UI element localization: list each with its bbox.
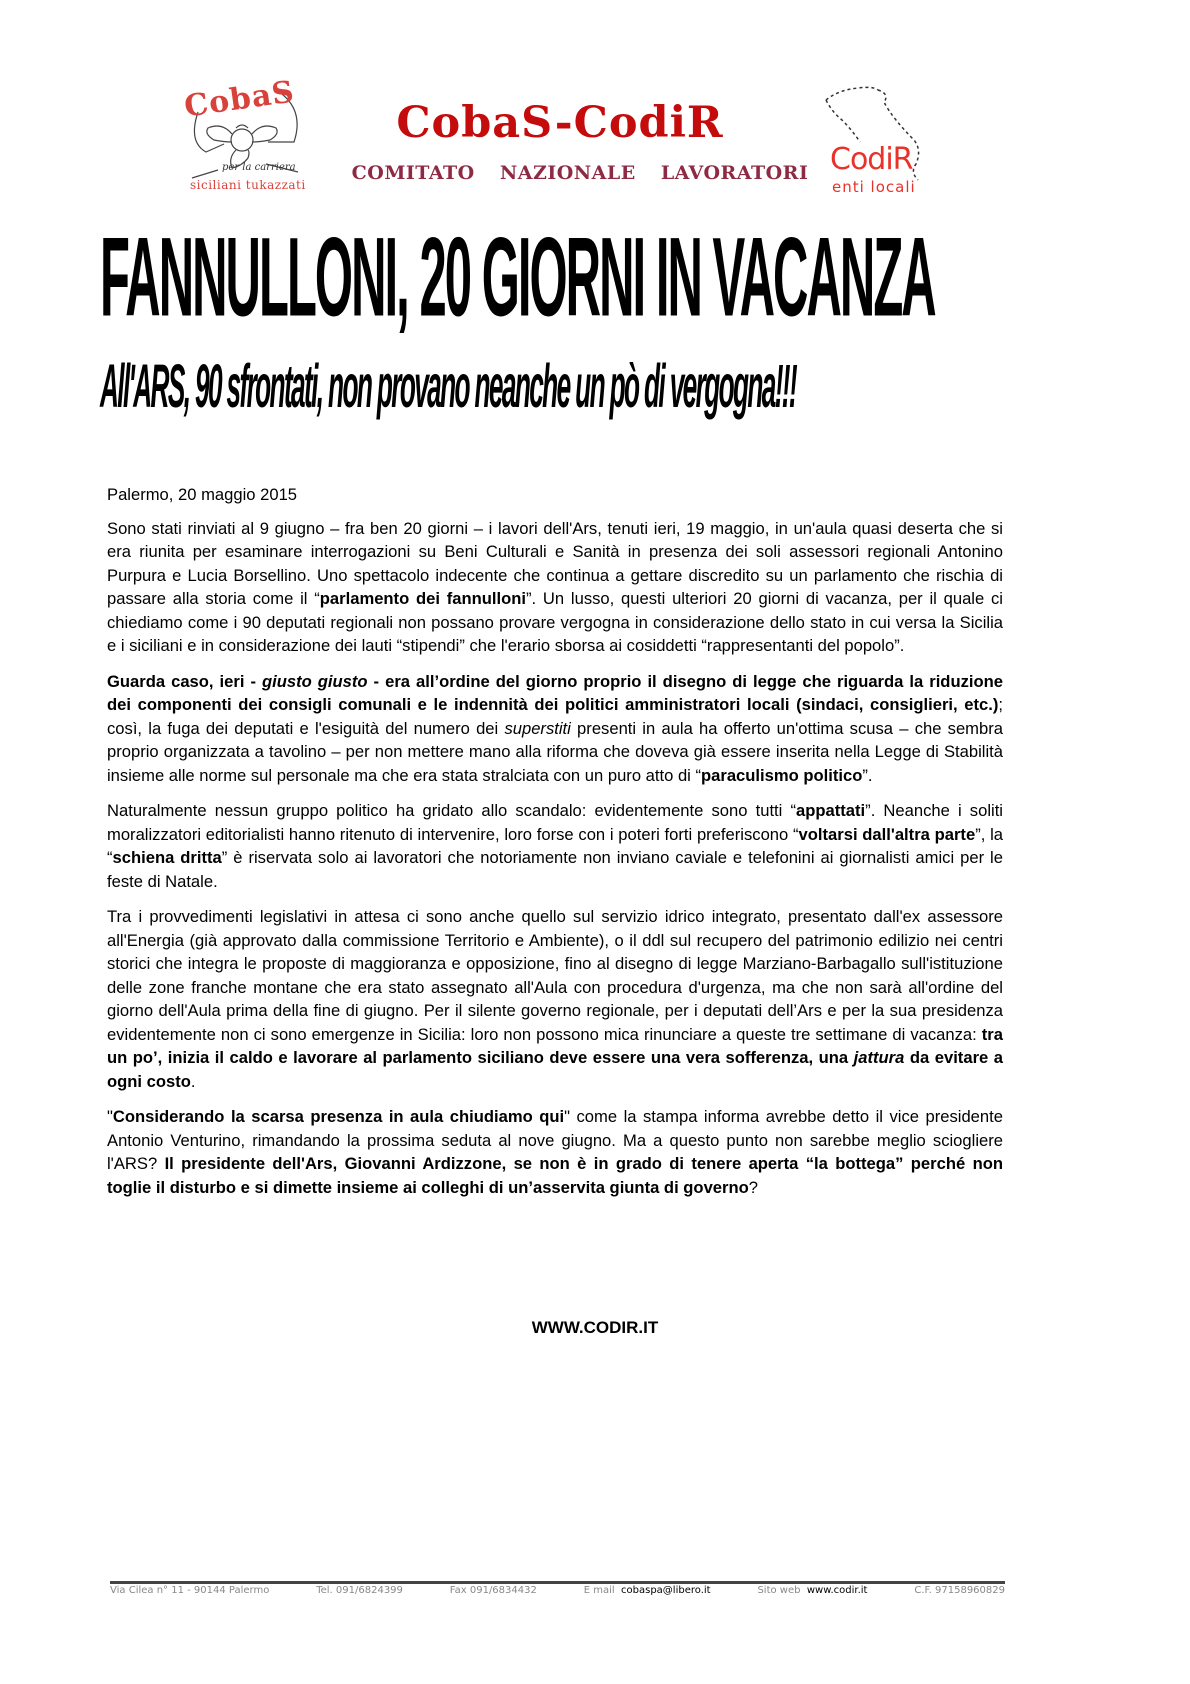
text-run: " come la stampa informa avrebbe detto il vice presidente Antonio Venturino, rimandando la prossima seduta al nove giugno. Ma a questo punto non sarebbe meglio sciogliere l'ARS?	[107, 1107, 1003, 1173]
masthead-title: CobaS-CodiR	[396, 98, 724, 148]
website-link[interactable]: WWW.CODIR.IT	[531, 1318, 659, 1337]
web-link[interactable]: www.codir.it	[806, 1585, 868, 1596]
text-run: Naturalmente nessun gruppo politico ha gridato allo scandalo: evidentemente sono tutti “	[107, 801, 797, 820]
text-run: ” è riservata solo ai lavoratori che notoriamente non inviano caviale e telefonini ai giornalisti amici per le feste di Natale.	[107, 848, 1003, 891]
subheadline-text: All'ARS, 90 sfrontati, non provano neanche un pò di vergogna!!!	[100, 352, 797, 421]
text-run: ”. Un lusso, questi ulteriori 20 giorni di vacanza, per il quale ci chiediamo come i 90 deputati regionali non possano provare vergogna in considerazione dello stato in cui versa la Sicilia e i siciliani e in considerazione dei lauti “stipendi” che l'erario sborsa ai cosiddetti “rappresentanti del popolo”.	[107, 589, 1003, 655]
cobas-logo	[178, 74, 306, 200]
footer-tel: Tel. 091/6824399	[316, 1585, 403, 1596]
footer-email	[584, 1585, 711, 1596]
cobas-logo-subtitle: siciliani tukazzati	[190, 178, 306, 192]
bold-run: parlamento dei fannulloni	[319, 589, 527, 608]
codir-logo-subtitle: enti locali	[832, 178, 916, 196]
cobas-logo-tagline: per la carriera	[222, 162, 296, 173]
text-run: Sono stati rinviati al 9 giugno – fra ben 20 giorni – i lavori dell'Ars, tenuti ieri, 19 maggio, in un'aula quasi deserta che si era riunita per esaminare interrogazioni su Beni Culturali e Sanità in presenza dei soli assessori regionali Antonino Purpura e Lucia Borsellino. Uno spettacolo indecente che continua a gettare discredito su un parlamento che rischia di passare alla storia come il “	[107, 518, 1003, 608]
text-run: Tra i provvedimenti legislativi in attesa ci sono anche quello sul servizio idrico integrato, presentato dall'ex assessore all'Energia (già approvato dalla commissione Territorio e Ambiente), o il ddl sul recupero del patrimonio edilizio nei centri storici che integra le proposte di maggioranza e opposizione, fino al disegno di legge Marziano-Barbagallo sull'istituzione delle zone franche montane che era stato assegnato all'Aula con procedura d'urgenza, ma che non sarà all'ordine del giorno dell'Aula prima della fine di giugno. Per il silente governo regionale, per i deputati dell’Ars e per la sua presidenza evidentemente non ci sono emergenze in Sicilia: loro non possono mica rinunciare a queste tre settimane di vacanza:	[107, 907, 1003, 1044]
footer-address: Via Cilea n° 11 - 90144 Palermo	[110, 1585, 270, 1596]
bold-run: voltarsi dall'altra parte	[798, 824, 976, 844]
paragraph-1	[107, 517, 1003, 658]
headline	[100, 212, 1030, 341]
text-run: ”, la “	[107, 824, 1003, 867]
subheadline	[100, 352, 1030, 421]
bold-run: da evitare a ogni costo	[107, 1048, 1003, 1091]
paragraph-2	[107, 670, 1003, 788]
text-run: ”.	[862, 765, 873, 785]
web-label: Sito web	[757, 1585, 801, 1596]
bold-run: paraculismo politico	[701, 765, 863, 785]
email-label: E mail	[583, 1585, 615, 1596]
headline-text: FANNULLONI, 20 GIORNI IN VACANZA	[100, 214, 935, 341]
email-link[interactable]: cobaspa@libero.it	[621, 1585, 711, 1596]
bold-run: Considerando la scarsa presenza in aula chiudiamo qui	[112, 1107, 565, 1126]
paragraph-3	[107, 799, 1003, 893]
footer-web	[757, 1585, 867, 1596]
footer	[110, 1585, 1005, 1596]
footer-divider	[110, 1581, 1005, 1584]
masthead-subtitle: COMITATO NAZIONALE LAVORATORI	[351, 162, 809, 184]
text-run: ; così, la fuga dei deputati e l'esiguità del numero dei	[107, 695, 1003, 738]
italic-run: giusto giusto	[261, 671, 368, 691]
bold-run: Il presidente dell'Ars, Giovanni Ardizzone, se non è in grado di tenere aperta “la bottega” perché non toglie il disturbo e si dimette insieme ai colleghi di un’asservita giunta di governo	[107, 1154, 1003, 1197]
footer-fax: Fax 091/6834432	[449, 1585, 537, 1596]
cobas-logo-text: CobaS	[182, 74, 297, 125]
codir-logo-text: CodiR	[830, 142, 913, 177]
bold-run: Guarda caso, ieri -	[107, 671, 262, 691]
paragraph-4	[107, 905, 1003, 1093]
text-run: ?	[748, 1177, 758, 1197]
codir-logo	[818, 80, 928, 198]
italic-run: superstiti	[504, 718, 571, 738]
italic-run: jattura	[853, 1048, 905, 1067]
text-run: .	[190, 1071, 196, 1091]
article-body	[107, 483, 1003, 1211]
bold-run: - era all’ordine del giorno proprio il disegno di legge che riguarda la riduzione dei componenti dei consigli comunali e le indennità dei politici amministratori locali (sindaci, consiglieri, etc.)	[107, 671, 1003, 714]
bold-run: tra un po’, inizia il caldo e lavorare al parlamento siciliano deve essere una vera sofferenza, una	[107, 1024, 1003, 1067]
dateline: Palermo, 20 maggio 2015	[107, 485, 298, 504]
paragraph-5	[107, 1105, 1003, 1199]
footer-cf: C.F. 97158960829	[914, 1585, 1005, 1596]
bold-run: appattati	[796, 801, 866, 820]
bold-run: schiena dritta	[112, 848, 222, 867]
text-run: ”. Neanche i soliti moralizzatori editorialisti hanno ritenuto di intervenire, loro forse con i poteri forti preferiscono “	[107, 801, 1003, 844]
text-run: presenti in aula ha offerto un'ottima scusa – che sembra proprio organizzata a tavolino – per non mettere mano alla riforma che doveva già essere inserita nella Legge di Stabilità insieme alle norme sul personale ma che era stata stralciata con un puro atto di “	[107, 718, 1003, 785]
text-run: "	[107, 1107, 113, 1126]
